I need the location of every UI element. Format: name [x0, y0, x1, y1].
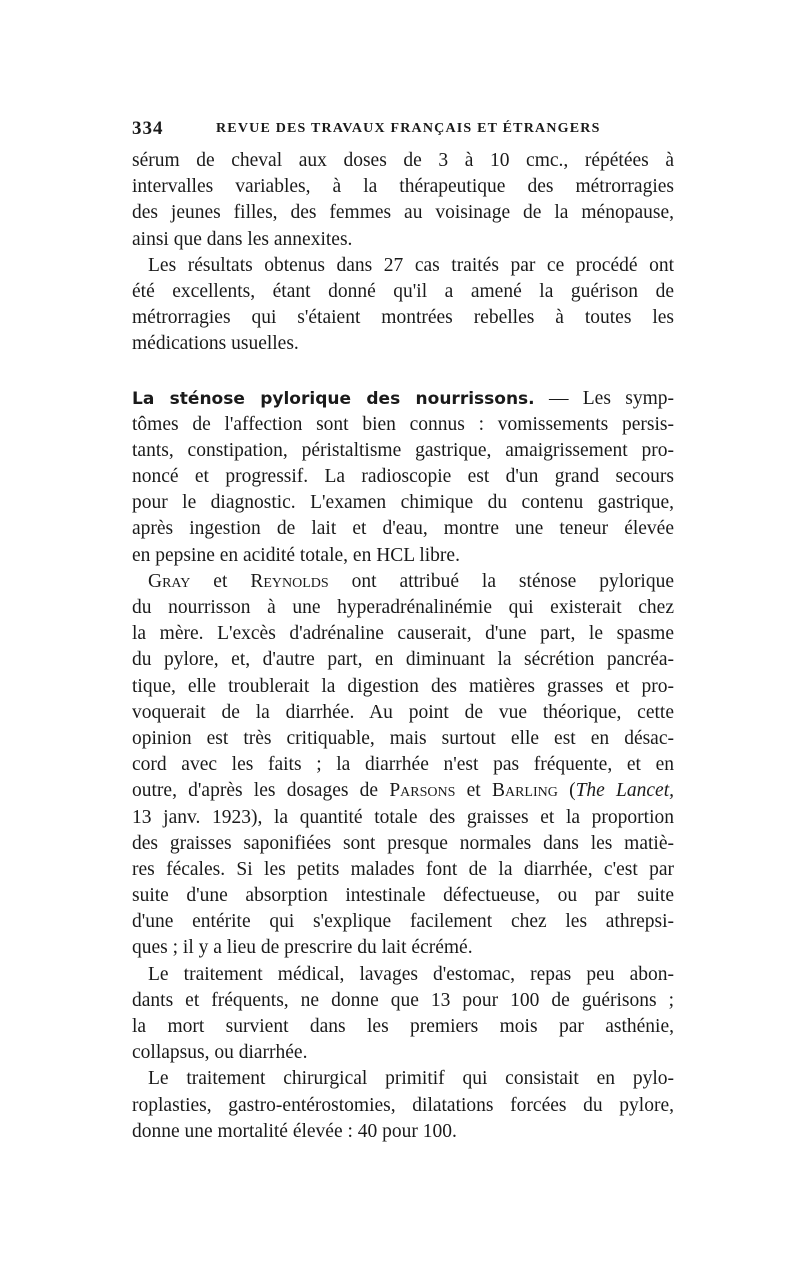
journal-title: The Lancet,: [575, 780, 675, 802]
paragraph-4: [132, 569, 674, 962]
text-line: res fécales. Si les petits malades font de la diarrhée, c'est par: [132, 858, 674, 880]
text-line: Le traitement médical, lavages d'estomac, repas peu abon-: [148, 963, 674, 985]
text-line: après ingestion de lait et d'eau, montre une teneur élevée: [132, 518, 674, 540]
text-line: [132, 778, 674, 804]
text-run: et: [190, 570, 251, 592]
text-line: Les résultats obtenus dans 27 cas traités par ce procédé ont: [148, 254, 674, 276]
text-line: pour le diagnostic. L'examen chimique du contenu gastrique,: [132, 492, 674, 514]
text-line: collapsus, ou diarrhée.: [132, 1042, 308, 1064]
paragraph-3: [132, 386, 674, 569]
text-line: dants et fréquents, ne donne que 13 pour 100 de guérisons ;: [132, 989, 674, 1011]
text-line: la mort survient dans les premiers mois par asthénie,: [132, 1016, 674, 1037]
text-line: suite d'une absorption intestinale défectueuse, ou par suite: [132, 885, 674, 907]
text-run: et: [455, 780, 492, 802]
text-line: d'une entérite qui s'explique facilement chez les athrepsi-: [132, 911, 674, 933]
text-line: roplasties, gastro-entérostomies, dilatations forcées du pylore,: [132, 1094, 674, 1116]
text-line: été excellents, étant donné qu'il a amené la guérison de: [132, 280, 674, 302]
running-head: REVUE DES TRAVAUX FRANÇAIS ET ÉTRANGERS: [216, 121, 601, 136]
text-line: métrorragies qui s'étaient montrées rebelles à toutes les: [132, 307, 674, 329]
text-line: des jeunes filles, des femmes au voisinage de la ménopause,: [132, 202, 674, 224]
text-line: ainsi que dans les annexites.: [132, 228, 353, 250]
section-gap: [132, 358, 674, 386]
author-name: Gray: [148, 570, 191, 592]
text-line: opinion est très critiquable, mais surtout elle est en désac-: [132, 727, 674, 749]
author-name: Barling: [491, 780, 558, 802]
text-line: cord avec les faits ; la diarrhée n'est pas fréquente, et en: [132, 754, 674, 776]
paragraph-5: [132, 962, 674, 1067]
text-line: des graisses saponifiées sont presque normales dans les matiè-: [132, 832, 674, 854]
text-line: médications usuelles.: [132, 333, 299, 355]
text-line: ques ; il y a lieu de prescrire du lait écrémé.: [132, 937, 473, 959]
text-line: 13 janv. 1923), la quantité totale des graisses et la proportion: [132, 806, 674, 828]
text-line: sérum de cheval aux doses de 3 à 10 cmc., répétées à: [132, 150, 674, 171]
section-heading: La sténose pylorique des nourrissons.: [132, 388, 535, 409]
paragraph-6: [132, 1066, 674, 1145]
text-line: noncé et progressif. La radioscopie est d'un grand secours: [132, 466, 674, 488]
text-line: du nourrisson à une hyperadrénalinémie qui existerait chez: [132, 597, 674, 618]
text-line: du pylore, et, d'autre part, en diminuant la sécrétion pancréa-: [132, 649, 674, 671]
text-run: outre, d'après les dosages de: [132, 780, 390, 802]
body-text: [132, 148, 674, 1145]
page-number: 334: [132, 118, 164, 139]
page-header: [132, 118, 674, 148]
text-line: en pepsine en acidité totale, en HCL libre.: [132, 544, 460, 566]
text-line: donne une mortalité élevée : 40 pour 100.: [132, 1120, 457, 1142]
text-line: intervalles variables, à la thérapeutique des métrorragies: [132, 176, 674, 198]
text-line: tants, constipation, péristaltisme gastrique, amaigrissement pro-: [132, 439, 674, 461]
text-run: (: [557, 780, 576, 802]
text-line: la mère. L'excès d'adrénaline causerait, d'une part, le spasme: [132, 623, 674, 645]
paragraph-2: [132, 253, 674, 358]
text-line: [132, 569, 674, 595]
heading-line-rest: — Les symp-: [534, 387, 674, 409]
book-page: [132, 118, 674, 1145]
author-name: Reynolds: [250, 570, 329, 592]
text-line: tômes de l'affection sont bien connus : vomissements persis-: [132, 413, 674, 435]
text-line: Le traitement chirurgical primitif qui consistait en pylo-: [148, 1068, 674, 1090]
text-run: ont attribué la sténose pylorique: [328, 570, 675, 592]
text-line: voquerait de la diarrhée. Au point de vue théorique, cette: [132, 701, 674, 723]
heading-line: [132, 386, 674, 412]
paragraph-1: [132, 148, 674, 253]
author-name: Parsons: [389, 780, 456, 802]
text-line: tique, elle troublerait la digestion des matières grasses et pro-: [132, 675, 674, 697]
